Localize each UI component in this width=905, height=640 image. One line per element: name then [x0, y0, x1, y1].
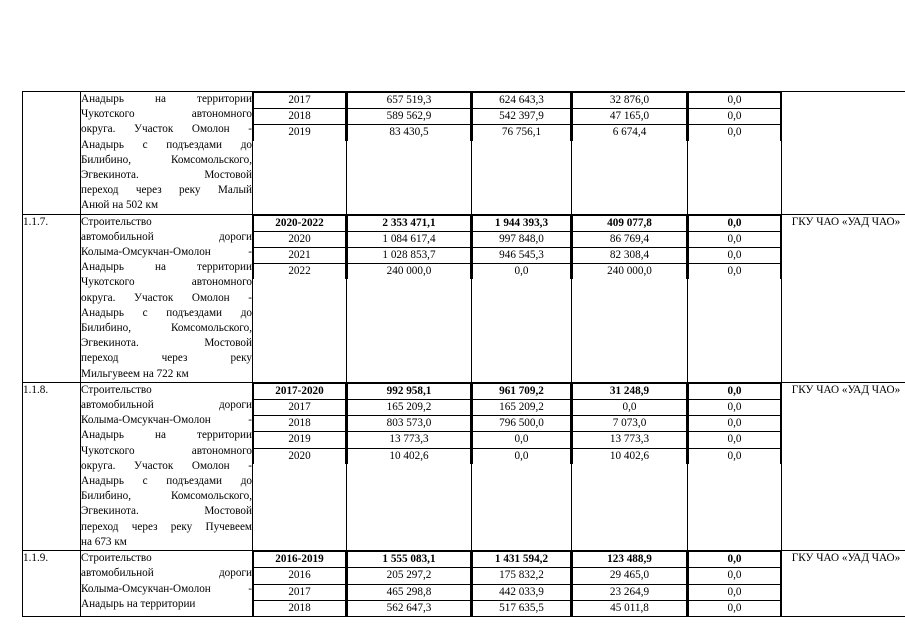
- total-column: [347, 382, 472, 550]
- federal-column: [472, 214, 572, 382]
- year-column: [253, 214, 347, 382]
- program-table: [22, 91, 905, 617]
- responsible-executor: [782, 92, 905, 215]
- description-line: Эгвекинота. Мостовой: [81, 505, 252, 518]
- federal-column: [472, 551, 572, 617]
- description-line: Анадырь на территории: [81, 597, 196, 610]
- other-cell: 0,0: [689, 600, 781, 616]
- regional-cell: 240 000,0: [573, 264, 687, 280]
- federal-cell: 946 545,3: [473, 248, 571, 264]
- other-column: [688, 214, 782, 382]
- description-line: переход через реку Пучевеем: [81, 520, 252, 533]
- description-line: Чукотского автономного: [81, 444, 252, 457]
- regional-cell: 0,0: [573, 400, 687, 416]
- federal-cell: 542 397,9: [473, 109, 571, 125]
- description-line: Чукотского автономного: [81, 108, 252, 121]
- other-cell: 0,0: [689, 215, 781, 231]
- regional-cell: 86 769,4: [573, 231, 687, 247]
- year-cell: 2017: [254, 93, 346, 109]
- regional-cell: 13 773,3: [573, 432, 687, 448]
- total-cell: 2 353 471,1: [348, 215, 471, 231]
- table-row: [23, 214, 905, 382]
- other-column: [688, 382, 782, 550]
- total-cell: 562 647,3: [348, 600, 471, 616]
- item-number: 1.1.7.: [23, 214, 81, 382]
- total-cell: 589 562,9: [348, 109, 471, 125]
- federal-cell: 997 848,0: [473, 231, 571, 247]
- table-row: [23, 382, 905, 550]
- federal-cell: 165 209,2: [473, 400, 571, 416]
- description-line: Эгвекинота. Мостовой: [81, 337, 252, 350]
- regional-column: [572, 382, 688, 550]
- federal-cell: 0,0: [473, 448, 571, 464]
- federal-cell: 442 033,9: [473, 584, 571, 600]
- total-column: [347, 214, 472, 382]
- total-cell: 13 773,3: [348, 432, 471, 448]
- total-cell: 205 297,2: [348, 568, 471, 584]
- description-line: Билибино, Комсомольского,: [81, 153, 252, 166]
- description-line: автомобильной дороги: [81, 399, 252, 412]
- year-cell: 2016-2019: [254, 552, 346, 568]
- description-line: Анадырь с подъездами до: [81, 475, 252, 488]
- regional-column: [572, 92, 688, 215]
- total-cell: 240 000,0: [348, 264, 471, 280]
- description-line: Колыма-Омсукчан-Омолон -: [81, 582, 252, 595]
- item-description: [81, 382, 253, 550]
- description-line: Анадырь с подъездами до: [81, 306, 252, 319]
- item-description: [81, 92, 253, 215]
- year-cell: 2020-2022: [254, 215, 346, 231]
- other-cell: 0,0: [689, 231, 781, 247]
- other-cell: 0,0: [689, 400, 781, 416]
- total-cell: 992 958,1: [348, 383, 471, 399]
- description-line: автомобильной дороги: [81, 567, 252, 580]
- federal-cell: 517 635,5: [473, 600, 571, 616]
- description-line: округа. Участок Омолон -: [81, 459, 252, 472]
- federal-cell: 0,0: [473, 264, 571, 280]
- description-line: Билибино, Комсомольского,: [81, 322, 252, 335]
- description-line: Эгвекинота. Мостовой: [81, 169, 252, 182]
- year-cell: 2018: [254, 416, 346, 432]
- regional-column: [572, 551, 688, 617]
- regional-cell: 45 011,8: [573, 600, 687, 616]
- other-cell: 0,0: [689, 584, 781, 600]
- other-cell: 0,0: [689, 125, 781, 141]
- regional-cell: 409 077,8: [573, 215, 687, 231]
- total-cell: 10 402,6: [348, 448, 471, 464]
- description-line: Анадырь на территории: [81, 93, 252, 105]
- year-cell: 2018: [254, 109, 346, 125]
- other-cell: 0,0: [689, 568, 781, 584]
- description-line: Строительство: [81, 552, 152, 565]
- year-column: [253, 551, 347, 617]
- federal-cell: 175 832,2: [473, 568, 571, 584]
- year-cell: 2020: [254, 448, 346, 464]
- other-cell: 0,0: [689, 432, 781, 448]
- regional-cell: 6 674,4: [573, 125, 687, 141]
- year-cell: 2017-2020: [254, 383, 346, 399]
- responsible-executor: ГКУ ЧАО «УАД ЧАО»: [782, 382, 905, 550]
- regional-cell: 123 488,9: [573, 552, 687, 568]
- description-line: Колыма-Омсукчан-Омолон -: [81, 246, 252, 259]
- other-cell: 0,0: [689, 416, 781, 432]
- table-body: [23, 92, 905, 617]
- year-cell: 2018: [254, 600, 346, 616]
- regional-cell: 32 876,0: [573, 93, 687, 109]
- other-cell: 0,0: [689, 109, 781, 125]
- item-number: 1.1.8.: [23, 382, 81, 550]
- year-cell: 2022: [254, 264, 346, 280]
- year-cell: 2021: [254, 248, 346, 264]
- item-number: 1.1.9.: [23, 551, 81, 617]
- other-cell: 0,0: [689, 552, 781, 568]
- total-cell: 165 209,2: [348, 400, 471, 416]
- description-line: Билибино, Комсомольского,: [81, 490, 252, 503]
- year-column: [253, 92, 347, 215]
- description-line: автомобильной дороги: [81, 230, 252, 243]
- year-column: [253, 382, 347, 550]
- regional-column: [572, 214, 688, 382]
- regional-cell: 10 402,6: [573, 448, 687, 464]
- table-row: [23, 551, 905, 617]
- item-description: [81, 214, 253, 382]
- responsible-executor: ГКУ ЧАО «УАД ЧАО»: [782, 214, 905, 382]
- total-column: [347, 551, 472, 617]
- other-cell: 0,0: [689, 383, 781, 399]
- description-line: на 673 км: [81, 535, 127, 548]
- regional-cell: 31 248,9: [573, 383, 687, 399]
- federal-column: [472, 382, 572, 550]
- description-line: переход через реку Малый: [81, 184, 252, 197]
- description-line: Анадырь на территории: [81, 429, 252, 442]
- regional-cell: 47 165,0: [573, 109, 687, 125]
- total-cell: 657 519,3: [348, 93, 471, 109]
- year-cell: 2020: [254, 231, 346, 247]
- year-cell: 2016: [254, 568, 346, 584]
- table-row: [23, 92, 905, 215]
- federal-cell: 624 643,3: [473, 93, 571, 109]
- description-line: округа. Участок Омолон -: [81, 123, 252, 136]
- year-cell: 2017: [254, 584, 346, 600]
- other-cell: 0,0: [689, 93, 781, 109]
- federal-cell: 1 431 594,2: [473, 552, 571, 568]
- responsible-executor: ГКУ ЧАО «УАД ЧАО»: [782, 551, 905, 617]
- description-line: Колыма-Омсукчан-Омолон -: [81, 414, 252, 427]
- description-line: Мильгувеем на 722 км: [81, 367, 189, 380]
- other-cell: 0,0: [689, 248, 781, 264]
- description-line: Анадырь на территории: [81, 261, 252, 274]
- year-cell: 2019: [254, 432, 346, 448]
- description-line: Анадырь с подъездами до: [81, 138, 252, 151]
- total-cell: 1 555 083,1: [348, 552, 471, 568]
- federal-cell: 0,0: [473, 432, 571, 448]
- federal-cell: 961 709,2: [473, 383, 571, 399]
- other-cell: 0,0: [689, 264, 781, 280]
- year-cell: 2019: [254, 125, 346, 141]
- regional-cell: 23 264,9: [573, 584, 687, 600]
- total-cell: 465 298,8: [348, 584, 471, 600]
- regional-cell: 7 073,0: [573, 416, 687, 432]
- other-cell: 0,0: [689, 448, 781, 464]
- description-line: переход через реку: [81, 352, 252, 365]
- total-cell: 803 573,0: [348, 416, 471, 432]
- description-line: Анюй на 502 км: [81, 199, 159, 212]
- total-column: [347, 92, 472, 215]
- federal-cell: 76 756,1: [473, 125, 571, 141]
- federal-column: [472, 92, 572, 215]
- item-description: [81, 551, 253, 617]
- federal-cell: 1 944 393,3: [473, 215, 571, 231]
- other-column: [688, 92, 782, 215]
- total-cell: 1 084 617,4: [348, 231, 471, 247]
- regional-cell: 29 465,0: [573, 568, 687, 584]
- description-line: Строительство: [81, 215, 152, 228]
- description-line: Чукотского автономного: [81, 276, 252, 289]
- item-number: [23, 92, 81, 215]
- year-cell: 2017: [254, 400, 346, 416]
- total-cell: 83 430,5: [348, 125, 471, 141]
- federal-cell: 796 500,0: [473, 416, 571, 432]
- description-line: округа. Участок Омолон -: [81, 291, 252, 304]
- total-cell: 1 028 853,7: [348, 248, 471, 264]
- regional-cell: 82 308,4: [573, 248, 687, 264]
- other-column: [688, 551, 782, 617]
- description-line: Строительство: [81, 383, 152, 396]
